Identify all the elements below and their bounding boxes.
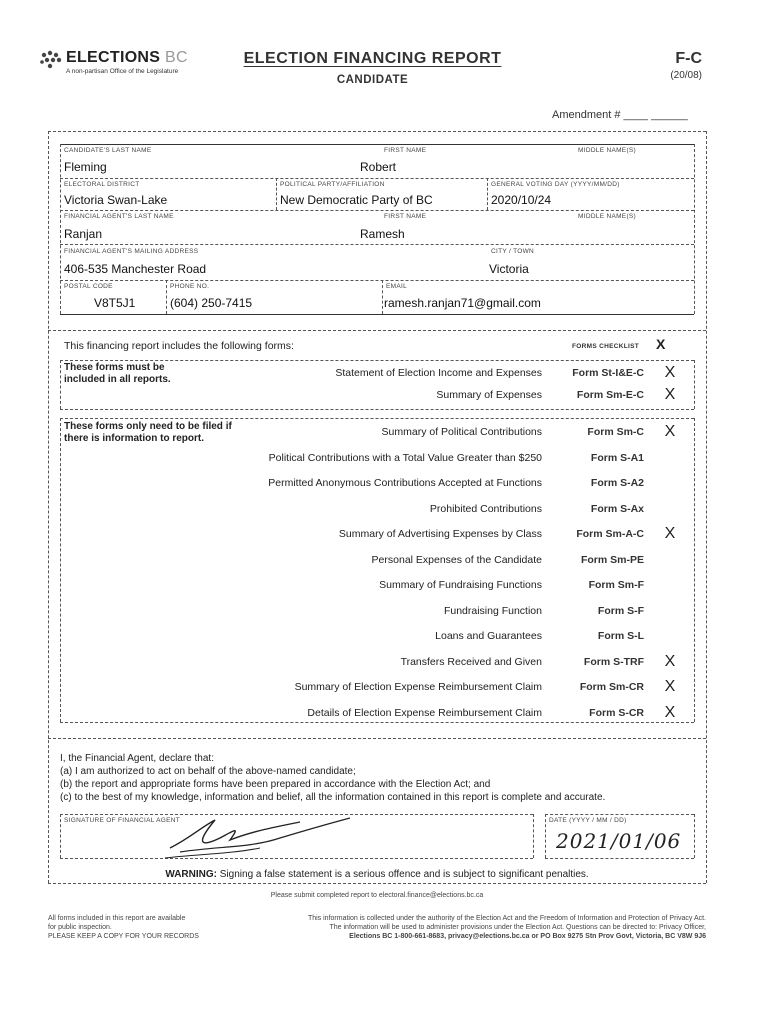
party-label: POLITICAL PARTY/AFFILIATION: [280, 181, 385, 188]
warning-text: [60, 869, 694, 880]
form-checkbox[interactable]: [662, 450, 678, 466]
signature-date[interactable]: 2021/01/06: [556, 829, 682, 853]
footer-left: [48, 914, 228, 941]
warning-body: Signing a false statement is a serious offence and is subject to significant penalties.: [219, 869, 589, 880]
declaration-line-c: (c) to the best of my knowledge, information and belief, all the information contained in this report is complete and accurate.: [60, 792, 606, 803]
info-grid-top: [60, 144, 694, 145]
phone[interactable]: (604) 250-7415: [170, 296, 253, 310]
form-box-top: [48, 131, 706, 132]
group1-note: These forms must be included in all reports.: [64, 362, 171, 385]
elections-bc-logo: [38, 48, 208, 78]
form-checkbox[interactable]: [662, 628, 678, 644]
form-box-bottom: [48, 883, 706, 884]
form-checkbox[interactable]: X: [664, 423, 676, 440]
form-checklist-code: Form S-F: [597, 604, 644, 617]
form-checklist-description: Political Contributions with a Total Value Greater than $250: [268, 451, 542, 464]
form-checklist-code: Form Sm-PE: [580, 553, 644, 566]
logo-name: ELECTIONS: [66, 49, 161, 66]
logo-tagline: A non-partisan Office of the Legislature: [66, 68, 179, 75]
postal-code-label: POSTAL CODE: [64, 283, 113, 290]
form-checklist-description: Summary of Advertising Expenses by Class: [338, 528, 542, 540]
checklist-intro: This financing report includes the following forms:: [64, 340, 294, 352]
form-code: F-C: [675, 50, 702, 67]
footer-left-line-2: for public inspection.: [48, 924, 112, 931]
footer-right-line-3: Elections BC 1-800-661-8683, privacy@elections.bc.ca or PO Box 9275 Stn Prov Govt, Victoria, BC V8W 9J6: [349, 933, 706, 940]
form-checklist-description: Transfers Received and Given: [400, 655, 542, 668]
footer-left-line-1: All forms included in this report are available: [48, 915, 186, 922]
form-checklist-description: Permitted Anonymous Contributions Accepted at Functions: [268, 477, 542, 489]
form-checkbox[interactable]: [662, 475, 678, 491]
info-grid-bottom: [60, 314, 694, 315]
declaration-line-a: (a) I am authorized to act on behalf of the above-named candidate;: [60, 766, 356, 777]
form-checklist-code: Form Sm-A-C: [576, 528, 644, 540]
form-checkbox[interactable]: X: [664, 525, 676, 542]
form-checklist-description: Loans and Guarantees: [435, 630, 542, 642]
form-checklist-code: Form Sm-E-C: [576, 389, 644, 401]
footer-right: [236, 914, 706, 941]
forms-checklist-label: FORMS CHECKLIST: [572, 343, 639, 350]
footer-left-line-3: PLEASE KEEP A COPY FOR YOUR RECORDS: [48, 933, 199, 940]
email-label: EMAIL: [386, 283, 408, 290]
form-checkbox[interactable]: X: [664, 386, 676, 403]
form-checkbox[interactable]: [662, 501, 678, 517]
form-checkbox[interactable]: [662, 603, 678, 619]
form-checklist-description: Summary of Political Contributions: [381, 426, 542, 438]
form-checkbox[interactable]: [662, 552, 678, 568]
group2-note: These forms only need to be filed if there is information to report.: [64, 421, 232, 444]
email[interactable]: ramesh.ranjan71@gmail.com: [384, 296, 541, 310]
forms-checklist-mark: X: [656, 336, 666, 352]
electoral-district[interactable]: Victoria Swan-Lake: [64, 193, 168, 207]
form-checklist-code: Form S-A2: [590, 477, 644, 489]
submit-note: Please submit completed report to electoral.finance@elections.bc.ca: [270, 892, 484, 899]
form-checklist-description: Summary of Fundraising Functions: [379, 579, 542, 591]
signature-drawing: [160, 808, 390, 864]
form-checklist-description: Fundraising Function: [443, 604, 542, 617]
agent-first-name[interactable]: Ramesh: [360, 227, 405, 241]
candidate-middle-name-label: MIDDLE NAME(S): [578, 147, 637, 154]
candidate-first-name[interactable]: Robert: [360, 160, 397, 174]
voting-day-label: GENERAL VOTING DAY (YYYY/MM/DD): [491, 181, 620, 188]
form-checklist-description: Statement of Election Income and Expenses: [335, 367, 542, 379]
signature-label: SIGNATURE OF FINANCIAL AGENT: [64, 817, 181, 824]
declaration-line-b: (b) the report and appropriate forms have been prepared in accordance with the Election Act; and: [60, 779, 491, 790]
declaration-line-1: I, the Financial Agent, declare that:: [60, 753, 214, 764]
agent-address[interactable]: 406-535 Manchester Road: [64, 262, 207, 276]
party[interactable]: New Democratic Party of BC: [280, 193, 433, 207]
agent-city-label: CITY / TOWN: [491, 248, 535, 255]
agent-last-name-label: FINANCIAL AGENT'S LAST NAME: [64, 213, 174, 220]
form-checkbox[interactable]: X: [664, 652, 676, 670]
agent-middle-name-label: MIDDLE NAME(S): [578, 213, 637, 220]
agent-last-name[interactable]: Ranjan: [64, 227, 103, 241]
logo-mark-icon: [38, 50, 64, 70]
form-checklist-code: Form Sm-CR: [579, 681, 644, 693]
warning-label: WARNING:: [165, 869, 217, 880]
form-checkbox[interactable]: X: [664, 678, 676, 695]
candidate-last-name-label: CANDIDATE'S LAST NAME: [64, 147, 152, 154]
form-checklist-code: Form Sm-C: [587, 426, 644, 438]
form-checklist-description: Prohibited Contributions: [429, 502, 542, 515]
form-checklist-description: Details of Election Expense Reimbursement Claim: [307, 706, 542, 719]
form-checkbox[interactable]: X: [664, 364, 676, 381]
form-checklist-description: Summary of Election Expense Reimbursement Claim: [294, 681, 542, 693]
agent-city[interactable]: Victoria: [489, 262, 529, 276]
phone-label: PHONE NO.: [170, 283, 210, 290]
candidate-last-name[interactable]: Fleming: [64, 160, 107, 174]
form-box-left: [48, 131, 49, 883]
form-checklist-code: Form S-Ax: [590, 502, 644, 515]
form-checkbox[interactable]: X: [664, 703, 676, 721]
form-checklist-code: Form Sm-F: [588, 579, 644, 591]
electoral-district-label: ELECTORAL DISTRICT: [64, 181, 140, 188]
form-checklist-description: Personal Expenses of the Candidate: [371, 553, 542, 566]
form-checklist-code: Form S-L: [597, 630, 644, 642]
date-label: DATE (YYYY / MM / DD): [549, 817, 627, 824]
form-checklist-code: Form St-I&E-C: [572, 367, 644, 379]
candidate-first-name-label: FIRST NAME: [384, 147, 427, 154]
form-checklist-code: Form S-TRF: [583, 655, 644, 668]
postal-code[interactable]: V8T5J1: [94, 296, 136, 310]
form-checklist-code: Form S-CR: [589, 706, 644, 719]
voting-day[interactable]: 2020/10/24: [491, 193, 552, 207]
form-checkbox[interactable]: [662, 577, 678, 593]
amendment-field[interactable]: Amendment # ____ ______: [552, 109, 688, 121]
form-checklist-description: Summary of Expenses: [436, 389, 542, 401]
footer-right-line-1: This information is collected under the authority of the Election Act and the Freedom of Information and Protection of Privacy Act.: [307, 915, 706, 922]
agent-first-name-label: FIRST NAME: [384, 213, 427, 220]
form-box-right: [706, 131, 707, 883]
form-checklist-code: Form S-A1: [590, 451, 644, 464]
logo-bc: BC: [165, 49, 188, 66]
form-version: (20/08): [670, 70, 702, 81]
agent-address-label: FINANCIAL AGENT'S MAILING ADDRESS: [64, 248, 199, 255]
footer-right-line-2: The information will be used to administer provisions under the Election Act. Questions can be directed to: Privacy Officer,: [329, 924, 706, 931]
report-subtitle: CANDIDATE: [336, 74, 409, 86]
report-title: ELECTION FINANCING REPORT: [243, 50, 502, 67]
